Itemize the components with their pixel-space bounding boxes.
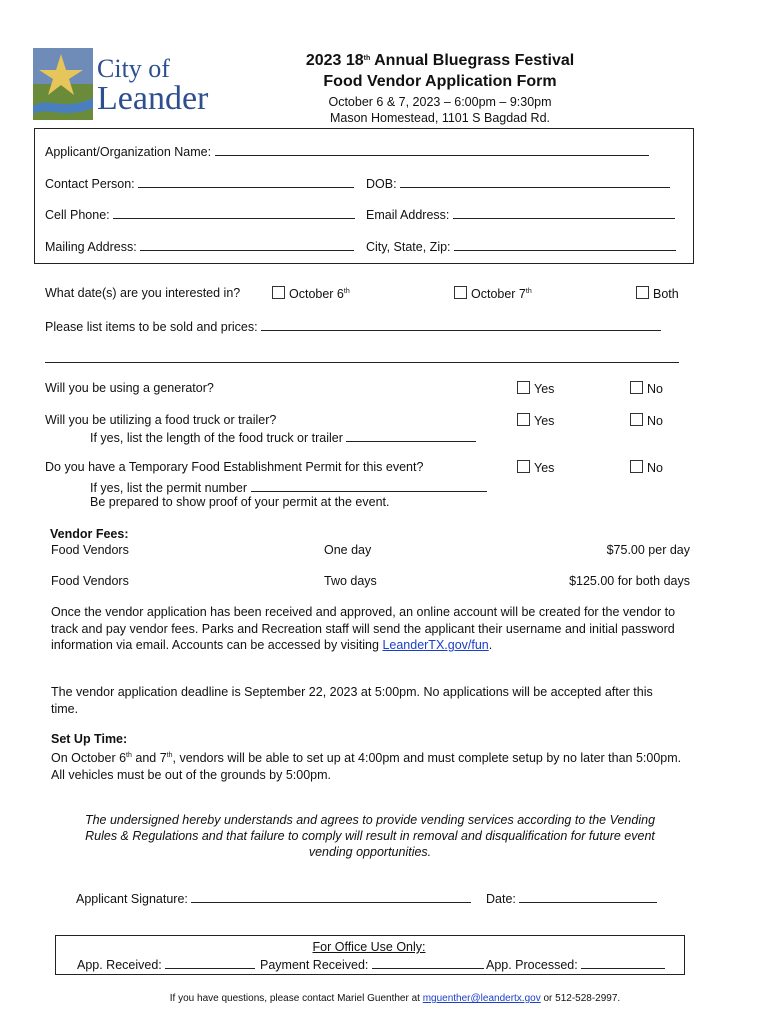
permit-question: Do you have a Temporary Food Establishment Permit for this event? (45, 460, 424, 474)
contact-person-field[interactable] (138, 175, 354, 188)
payment-received-field[interactable] (372, 956, 484, 969)
org-name-field[interactable] (215, 143, 649, 156)
payment-received-row: Payment Received: (260, 956, 484, 972)
oct7-checkbox[interactable] (454, 286, 467, 299)
truck-no[interactable]: No (630, 413, 663, 428)
oct7-option[interactable]: October 7th (454, 286, 532, 301)
logo-city-of: City of (97, 54, 170, 83)
oct6-option[interactable]: October 6th (272, 286, 350, 301)
app-received-field[interactable] (165, 956, 255, 969)
fee-row-1-type: Food Vendors (51, 543, 129, 557)
signature-field[interactable] (191, 890, 471, 903)
contact-email-link[interactable]: mguenther@leandertx.gov (422, 993, 541, 1004)
dates-question: What date(s) are you interested in? (45, 286, 241, 300)
city-logo (33, 48, 223, 126)
permit-yes[interactable]: Yes (517, 460, 554, 475)
cell-row: Cell Phone: (45, 206, 355, 222)
fee-row-2-duration: Two days (324, 574, 377, 588)
fee-row-2-price: $125.00 for both days (569, 574, 690, 588)
items-row: Please list items to be sold and prices: (45, 318, 661, 334)
office-use-title: For Office Use Only: (312, 940, 426, 954)
signature-date-field[interactable] (519, 890, 657, 903)
email-field[interactable] (453, 206, 675, 219)
permit-yes-checkbox[interactable] (517, 460, 530, 473)
permit-number-field[interactable] (251, 479, 487, 492)
dob-row: DOB: (366, 175, 670, 191)
both-option[interactable]: Both (636, 286, 679, 301)
logo-leander: Leander (97, 80, 209, 117)
fee-row-1-duration: One day (324, 543, 372, 557)
permit-number-row: If yes, list the permit number (90, 479, 487, 495)
contact-row: Contact Person: (45, 175, 354, 191)
event-dates: October 6 & 7, 2023 – 6:00pm – 9:30pm (328, 95, 552, 109)
form-title: 2023 18th Annual Bluegrass Festival (305, 52, 575, 69)
generator-yes-checkbox[interactable] (517, 381, 530, 394)
items-field[interactable] (261, 318, 661, 331)
truck-question: Will you be utilizing a food truck or trailer? (45, 413, 277, 427)
setup-heading: Set Up Time: (51, 732, 128, 746)
generator-no-checkbox[interactable] (630, 381, 643, 394)
permit-note: Be prepared to show proof of your permit at the event. (90, 495, 390, 509)
permit-no[interactable]: No (630, 460, 663, 475)
cell-phone-field[interactable] (113, 206, 355, 219)
deadline-paragraph: The vendor application deadline is September 22, 2023 at 5:00pm. No applications will be accepted after this time. (51, 685, 653, 716)
generator-yes[interactable]: Yes (517, 381, 554, 396)
truck-no-checkbox[interactable] (630, 413, 643, 426)
email-row: Email Address: (366, 206, 675, 222)
mailing-address-field[interactable] (140, 238, 354, 251)
permit-no-checkbox[interactable] (630, 460, 643, 473)
account-info-paragraph: Once the vendor application has been received and approved, an online account will be created for the vendor to track and pay vendor fees. Parks and Recreation staff will send the applicant their username and initial password information via email. Accounts can be accessed by visiting LeanderTX.gov/fun. (51, 605, 676, 652)
agreement-text: The undersigned hereby understands and agrees to provide vending services according to the Vending Rules & Regulations and that failure to comply will result in removal and disqualification for future event vending opportunities. (84, 813, 656, 859)
org-name-row: Applicant/Organization Name: (45, 143, 649, 159)
date-row: Date: (486, 890, 657, 906)
dob-field[interactable] (400, 175, 670, 188)
leander-fun-link[interactable]: LeanderTX.gov/fun (382, 638, 489, 652)
signature-row: Applicant Signature: (76, 890, 471, 906)
city-state-zip-field[interactable] (454, 238, 676, 251)
truck-length-row: If yes, list the length of the food truck or trailer (90, 429, 476, 445)
app-received-row: App. Received: (77, 956, 255, 972)
mailing-row: Mailing Address: (45, 238, 354, 254)
truck-yes[interactable]: Yes (517, 413, 554, 428)
generator-question: Will you be using a generator? (45, 381, 214, 395)
truck-length-field[interactable] (346, 429, 476, 442)
setup-paragraph: On October 6th and 7th, vendors will be able to set up at 4:00pm and must complete setup by no later than 5:00pm. All vehicles must be out of the grounds by 5:00pm. (51, 751, 682, 782)
city-row: City, State, Zip: (366, 238, 676, 254)
event-location: Mason Homestead, 1101 S Bagdad Rd. (329, 111, 551, 125)
both-checkbox[interactable] (636, 286, 649, 299)
form-subtitle: Food Vendor Application Form (323, 73, 557, 90)
app-processed-row: App. Processed: (486, 956, 665, 972)
generator-no[interactable]: No (630, 381, 663, 396)
truck-yes-checkbox[interactable] (517, 413, 530, 426)
oct6-checkbox[interactable] (272, 286, 285, 299)
items-field-line2[interactable] (45, 350, 679, 363)
fee-row-1-price: $75.00 per day (606, 543, 690, 557)
fees-heading: Vendor Fees: (50, 527, 129, 541)
fee-row-2-type: Food Vendors (51, 574, 129, 588)
app-processed-field[interactable] (581, 956, 665, 969)
footer-contact: If you have questions, please contact Mariel Guenther at mguenther@leandertx.gov or 512-528-2997. (169, 993, 621, 1004)
